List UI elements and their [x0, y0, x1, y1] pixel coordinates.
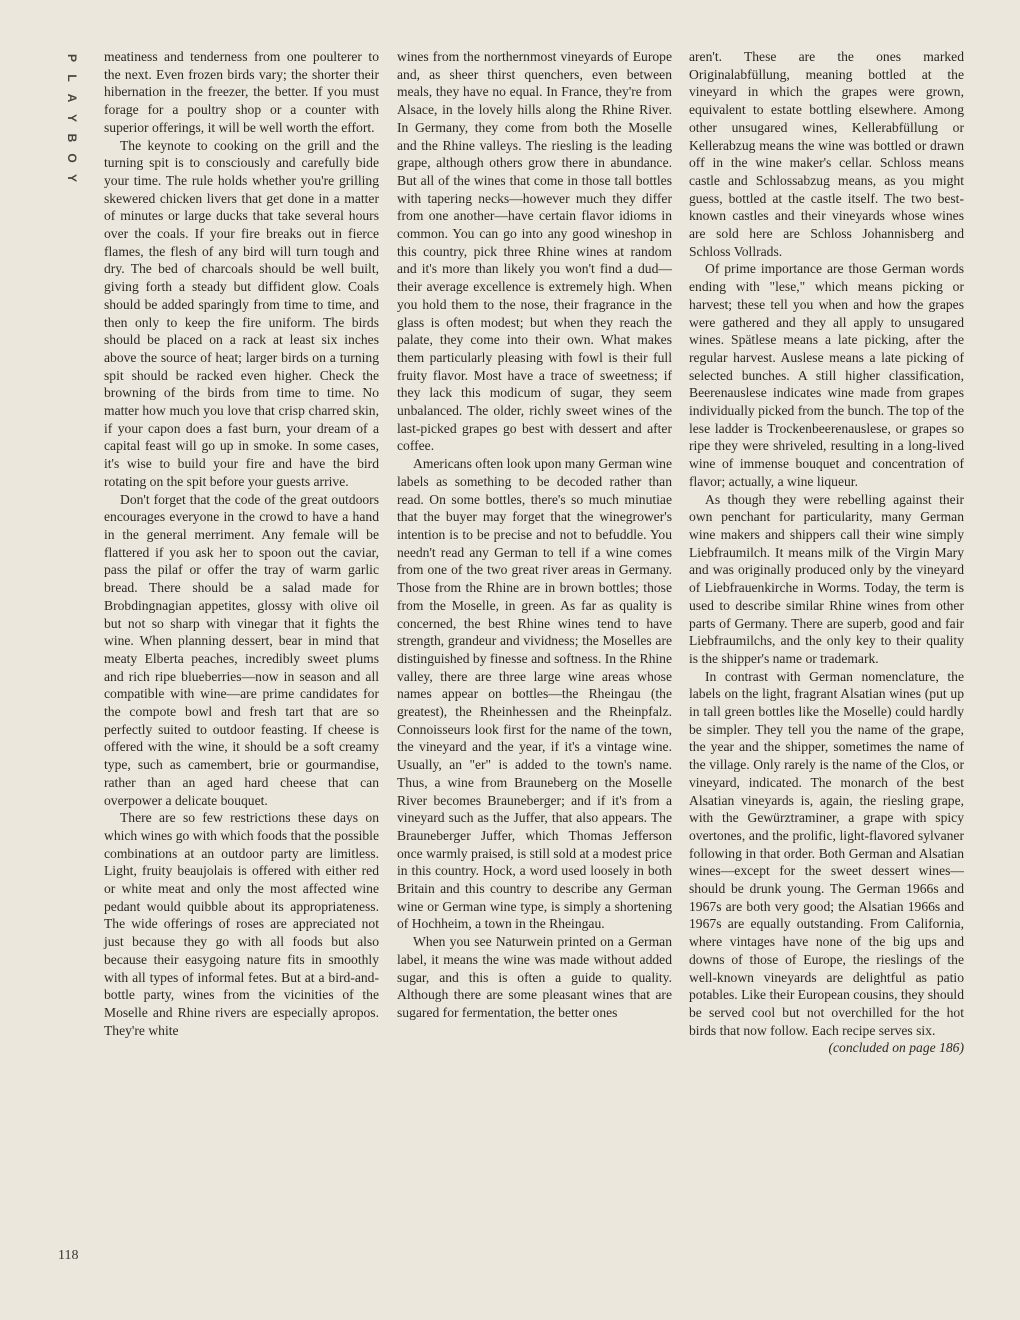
- text-column-1: [104, 48, 379, 1039]
- page-number: 118: [58, 1248, 79, 1263]
- text-column-2: [397, 48, 672, 1022]
- paragraph: The keynote to cooking on the grill and the turning spit is to consciously and carefully bide your time. The rule holds whether you're grilling skewered chicken livers that get done in a matter of minutes or large ducks that take several hours over the coals. If your fire breaks out in fierce flames, the flesh of any bird will turn tough and dry. The bed of charcoals should be well built, giving forth a steady but diffident glow. Coals should be added sparingly from time to time, and then only to keep the fire uniform. The birds should be placed on a rack at least six inches above the source of heat; larger birds on a turning spit should be racked even higher. Check the browning of the birds from time to time. No matter how much you love that crisp charred skin, if your capon does a fast burn, your dream of a capital feast will go up in smoke. In some cases, it's wise to build your fire and have the bird rotating on the spit before your guests arrive.: [104, 137, 379, 489]
- paragraph: Americans often look upon many German wine labels as something to be decoded rather than read. On some bottles, there's so much minutiae that the buyer may forget that the winegrower's intention is to be precise and not to befuddle. You needn't read any German to tell if a wine comes from one of the two great river areas in Germany. Those from the Rhine are in brown bottles; those from the Moselle, in green. As far as quality is concerned, the best Rhine wines tend to have strength, grandeur and vividness; the Moselles are distinguished by finesse and softness. In the Rhine valley, there are three large wine areas whose names appear on bottles—the Rheingau (the greatest), the Rheinhessen and the Rheinpfalz. Connoisseurs look first for the name of the town, the vineyard and the year, if it's a vintage wine. Usually, an "er" is added to the town's name. Thus, a wine from Brauneberg on the Moselle River becomes Brauneberger; and if it's from a vineyard such as the Juffer, that also appears. The Brauneberger Juffer, which Thomas Jefferson once warmly praised, is still sold at a modest price in this country. Hock, a word used loosely in both Britain and this country to describe any German wine or German wine type, is simply a shortening of Hochheim, a town in the Rheingau.: [397, 456, 672, 932]
- paragraph: Don't forget that the code of the great outdoors encourages everyone in the crowd to have a hand in the general merriment. Any female will be flattered if you ask her to spoon out the caviar, pass the pilaf or offer the tray of warm garlic bread. There should be a salad made for Brobdingnagian appetites, glossy with olive oil but not so sharp with vinegar that it fights the wine. When planning dessert, bear in mind that meaty Elberta peaches, incredibly sweet plums and rich ripe blueberries—now in season and all compatible with wine—are prime candidates for the compote bowl and fresh tart that are so perfectly suited to outdoor feasting. If cheese is offered with the wine, it should be a soft creamy type, such as camembert, brie or gourmandise, rather than an aged hard cheese that can overpower a delicate bouquet.: [104, 491, 379, 808]
- masthead-letter: P: [65, 53, 79, 62]
- masthead-letter: B: [65, 133, 79, 143]
- paragraph: In contrast with German nomenclature, the labels on the light, fragrant Alsatian wines (put up in tall green bottles like the Moselle) could hardly be simpler. They tell you the name of the grape, the year and the shipper, sometimes the name of the village. Only rarely is the name of the Clos, or vineyard, indicated. The monarch of the best Alsatian vineyards is, again, the riesling grape, with the Gewürztraminer, a grape with spicy overtones, and the prolific, light-flavored sylvaner following in that order. Both German and Alsatian wines—except for the sweet dessert wines—should be drunk young. The German 1966s and 1967s are both very good; the Alsatian 1966s and 1967s are equally outstanding. From California, where vintages have none of the big ups and downs of those of Europe, the rieslings of the well-known vineyards are delightful as patio potables. Like their European cousins, they should be served cool but not overchilled for the hot birds that now follow. Each recipe serves six.: [689, 668, 964, 1038]
- continuation-note: (concluded on page 186): [828, 1040, 964, 1056]
- paragraph: When you see Naturwein printed on a German label, it means the wine was made without added sugar, and this is often a guide to quality. Although there are some pleasant wines that are sugared for fermentation, the better ones: [397, 934, 672, 1020]
- paragraph: Of prime importance are those German words ending with "lese," which means picking or harvest; these tell you when and how the grapes were gathered and they all apply to unsugared wines. Spätlese means a late picking, after the regular harvest. Auslese means a late picking of selected bunches. A still higher classification, Beerenauslese indicates wine made from grapes individually picked from the bunch. The top of the lese ladder is Trockenbeerenauslese, or grapes so ripe they were shriveled, resulting in a long-lived wine of immense bouquet and concentration of flavor; actually, a wine liqueur.: [689, 261, 964, 489]
- masthead-letter: Y: [65, 173, 79, 182]
- masthead-letter: L: [65, 74, 79, 82]
- paragraph: meatiness and tenderness from one poulterer to the next. Even frozen birds vary; the shorter their hibernation in the freezer, the better. If you must forage for a poultry shop or a counter with superior offerings, it will be well worth the effort.: [104, 49, 379, 135]
- paragraph: There are so few restrictions these days on which wines go with which foods that the possible combinations at an outdoor party are limitless. Light, fruity beaujolais is offered with either red or white meat and only the most affected wine pedant would quibble about its appropriateness. The wide offerings of roses are appreciated not just because they go with all foods but also because their easygoing nature fits in smoothly with all types of informal fetes. But at a bird-and-bottle party, wines from the vicinities of the Moselle and Rhine rivers are especially apropos. They're white: [104, 810, 379, 1038]
- masthead-letter: O: [65, 153, 79, 163]
- paragraph: wines from the northernmost vineyards of Europe and, as sheer thirst quenchers, even between meals, they have no equal. In France, they're from Alsace, in the lovely hills along the Rhine River. In Germany, they come from both the Moselle and the Rhine valleys. The riesling is the leading grape, although others grow there in abundance. But all of the wines that come in those tall bottles with tapering necks—however much they differ from one another—have certain flavor idioms in common. You can go into any good wineshop in this country, pick three Rhine wines at random and it's more than likely you won't find a dud—their average excellence is extremely high. When you hold them to the nose, their fragrance in the glass is often modest; but when they reach the palate, they come into their own. What makes them particularly pleasing with fowl is their full fruity flavor. Most have a trace of sweetness; if they lack this modicum of sugar, they seem unbalanced. The older, richly sweet wines of the last-picked grapes go best with dessert and after coffee.: [397, 49, 672, 454]
- masthead-letter: A: [65, 93, 79, 103]
- masthead-letter: Y: [65, 113, 79, 122]
- paragraph: aren't. These are the ones marked Originalabfüllung, meaning bottled at the vineyard in which the grapes were grown, equivalent to estate bottling elsewhere. Among other unsugared wines, Kellerabfüllung or Kellerabzug means the wine was bottled or drawn off in the wine maker's cellar. Schloss means castle and Schlossabzug means, as you might guess, bottled at the castle itself. The two best-known castles and their vineyards whose wines are sold here are Schloss Johannisberg and Schloss Vollrads.: [689, 49, 964, 259]
- masthead: [62, 48, 82, 188]
- paragraph: As though they were rebelling against their own penchant for particularity, many German wine makers and shippers call their wine simply Liebfraumilch. It means milk of the Virgin Mary and was originally produced only by the vineyard of Liebfrauenkirche in Worms. Today, the term is used to describe similar Rhine wines from other parts of Germany. There are superb, good and fair Liebfraumilchs, and the only key to their quality is the shipper's name or trademark.: [689, 491, 964, 666]
- text-column-3: [689, 48, 964, 1057]
